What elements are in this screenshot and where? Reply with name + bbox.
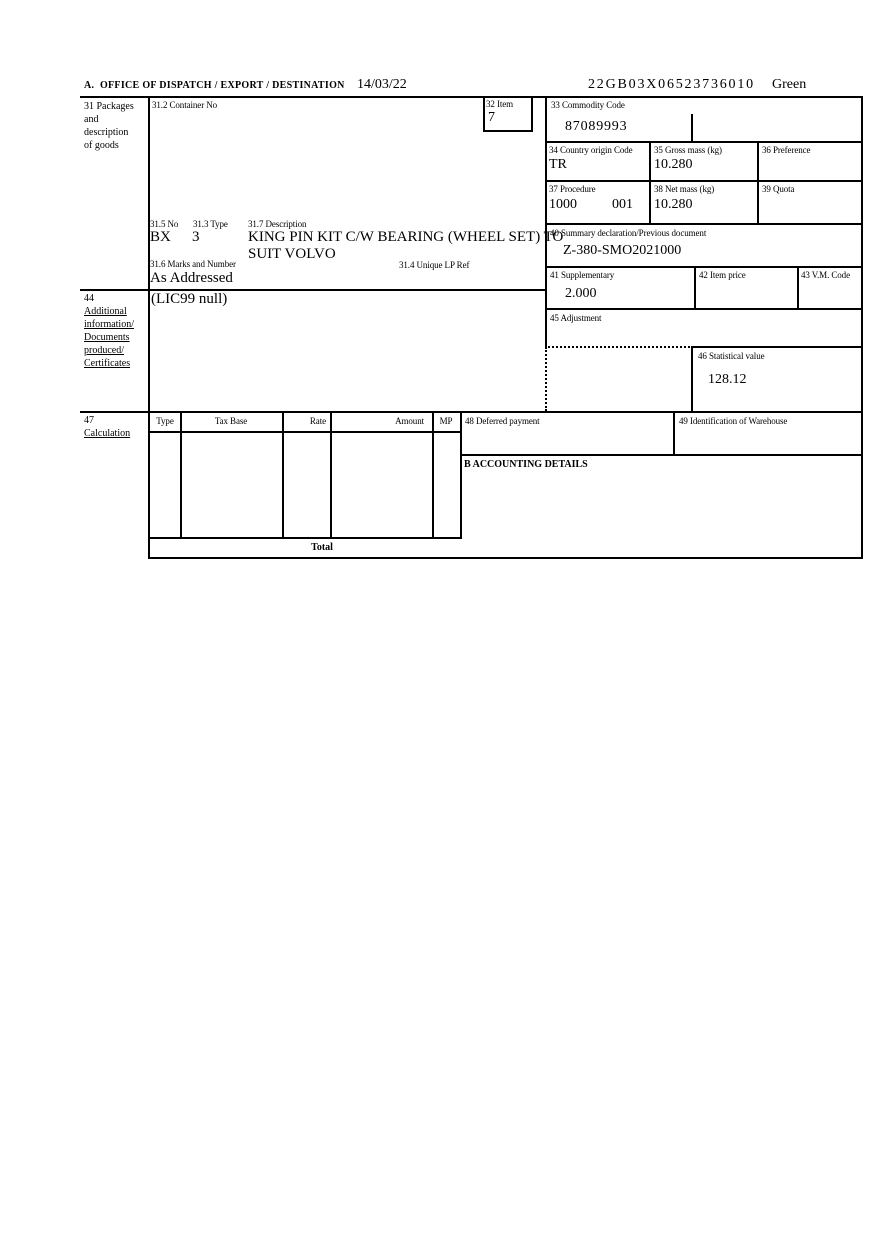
- calc-total-label: Total: [311, 542, 333, 553]
- adjustment-label: 45 Adjustment: [550, 313, 602, 323]
- packages-no-value: BX: [150, 229, 171, 245]
- supplementary-label: 41 Supplementary: [550, 270, 615, 280]
- declaration-reference: 22GB03X06523736010: [588, 77, 755, 92]
- statistical-value: 128.12: [708, 372, 747, 387]
- form-grid-line: [80, 411, 863, 413]
- container-no-label: 31.2 Container No: [152, 100, 218, 110]
- additional-information-value: (LIC99 null): [151, 291, 228, 307]
- identification-warehouse-label: 49 Identification of Warehouse: [679, 416, 788, 426]
- calc-column-amount: Amount: [395, 416, 424, 426]
- vm-code-label: 43 V.M. Code: [801, 270, 850, 280]
- form-grid-line: [545, 180, 863, 182]
- form-grid-line: [545, 308, 863, 310]
- form-grid-line: [80, 96, 863, 98]
- calculation-label: 47 Calculation: [84, 415, 131, 439]
- form-grid-line: [148, 96, 150, 559]
- packages-no-label: 31.5 No: [150, 219, 179, 229]
- goods-description-label: 31.7 Description: [248, 219, 307, 229]
- office-of-dispatch-title: OFFICE OF DISPATCH / EXPORT / DESTINATION: [99, 80, 345, 91]
- form-grid-dotted-line: [545, 347, 547, 411]
- procedure-value-2: 001: [612, 197, 633, 212]
- routing-status: Green: [772, 77, 807, 92]
- form-grid-line: [282, 411, 284, 539]
- preference-label: 36 Preference: [762, 145, 811, 155]
- form-grid-line: [545, 96, 547, 347]
- quota-label: 39 Quota: [762, 184, 795, 194]
- gross-mass-label: 35 Gross mass (kg): [654, 145, 722, 155]
- form-grid-dotted-line: [545, 346, 693, 348]
- form-grid-line: [180, 411, 182, 539]
- commodity-code-label: 33 Commodity Code: [551, 100, 625, 110]
- country-origin-label: 34 Country origin Code: [549, 145, 633, 155]
- calc-column-type: Type: [156, 416, 174, 426]
- form-grid-line: [545, 223, 863, 225]
- item-price-label: 42 Item price: [699, 270, 746, 280]
- country-origin-value: TR: [549, 157, 567, 172]
- form-grid-line: [432, 411, 434, 539]
- goods-description-line1: KING PIN KIT C/W BEARING (WHEEL SET) TO: [248, 229, 564, 245]
- net-mass-label: 38 Net mass (kg): [654, 184, 715, 194]
- form-grid-line: [673, 411, 675, 456]
- goods-description-line2: SUIT VOLVO: [248, 246, 336, 262]
- declaration-date: 14/03/22: [357, 77, 407, 92]
- unique-lp-ref-label: 31.4 Unique LP Ref: [399, 260, 470, 270]
- packages-type-value: 3: [192, 229, 200, 245]
- deferred-payment-label: 48 Deferred payment: [465, 416, 540, 426]
- form-grid-line: [531, 96, 533, 132]
- supplementary-value: 2.000: [565, 286, 597, 301]
- form-grid-line: [330, 411, 332, 539]
- form-grid-line: [691, 114, 693, 142]
- form-grid-line: [861, 96, 863, 559]
- calc-column-mp: MP: [439, 416, 453, 426]
- summary-declaration-label: 40 Summary declaration/Previous document: [550, 228, 707, 238]
- box44-number: 44: [84, 293, 94, 304]
- form-grid-line: [757, 141, 759, 225]
- marks-and-number-value: As Addressed: [150, 270, 233, 286]
- form-grid-line: [483, 96, 485, 132]
- form-grid-line: [148, 557, 863, 559]
- procedure-label: 37 Procedure: [549, 184, 596, 194]
- calc-column-rate: Rate: [309, 416, 326, 426]
- form-grid-line: [460, 411, 462, 539]
- statistical-value-label: 46 Statistical value: [698, 351, 765, 361]
- form-grid-line: [694, 266, 696, 310]
- accounting-details-label: B ACCOUNTING DETAILS: [464, 459, 588, 470]
- net-mass-value: 10.280: [654, 197, 693, 212]
- additional-information-label: 44 Additional information/ Documents produced/ Certificates: [84, 293, 134, 369]
- procedure-value-1: 1000: [549, 197, 577, 212]
- form-grid-line: [545, 141, 863, 143]
- item-number-value: 7: [488, 110, 495, 125]
- section-a-label: A.: [84, 80, 95, 91]
- marks-and-number-label: 31.6 Marks and Number: [150, 259, 236, 269]
- form-grid-line: [483, 130, 533, 132]
- office-of-dispatch-label: [84, 80, 345, 92]
- box31-packages-label: 31 Packages and description of goods: [84, 101, 134, 151]
- form-grid-line: [148, 537, 462, 539]
- gross-mass-value: 10.280: [654, 157, 693, 172]
- form-grid-line: [545, 266, 863, 268]
- box47-number: 47: [84, 415, 94, 426]
- form-grid-line: [460, 454, 863, 456]
- form-grid-line: [691, 346, 693, 413]
- commodity-code-value: 87089993: [565, 119, 628, 134]
- calc-column-tax-base: Tax Base: [214, 416, 248, 426]
- form-grid-line: [148, 431, 461, 433]
- summary-declaration-value: Z-380-SMO2021000: [563, 243, 682, 258]
- form-grid-line: [797, 266, 799, 310]
- item-number-label: 32 Item: [486, 99, 514, 109]
- form-grid-line: [691, 346, 863, 348]
- packages-type-label: 31.3 Type: [193, 219, 228, 229]
- form-grid-line: [649, 141, 651, 225]
